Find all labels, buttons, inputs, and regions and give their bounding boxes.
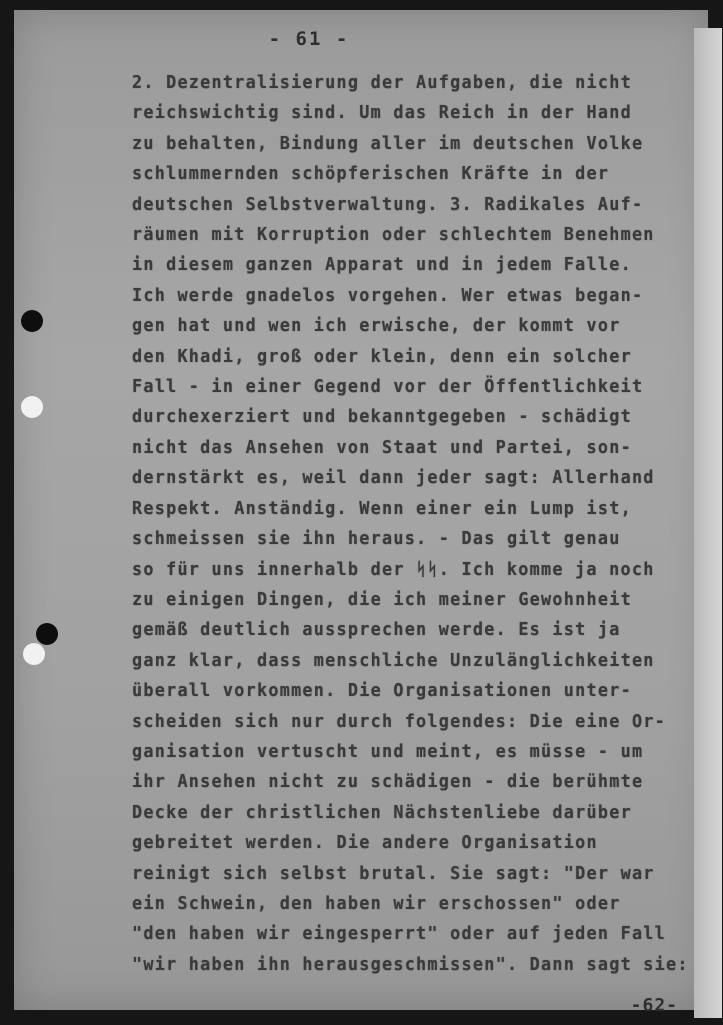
text-line: überall vorkommen. Die Organisationen unter-: [132, 681, 632, 702]
text-line: gebreitet werden. Die andere Organisation: [132, 833, 598, 854]
text-line: deutschen Selbstverwaltung. 3. Radikales Auf-: [132, 194, 644, 215]
next-page-number: -62-: [630, 995, 678, 1016]
text-line: "den haben wir eingesperrt" oder auf jeden Fall: [132, 924, 667, 945]
text-line: ein Schwein, den haben wir erschossen" oder: [132, 893, 621, 914]
text-line: räumen mit Korruption oder schlechtem Benehmen: [132, 225, 655, 246]
text-line: dernstärkt es, weil dann jeder sagt: Allerhand: [132, 468, 655, 489]
text-line: 2. Dezentralisierung der Aufgaben, die nicht: [132, 73, 632, 93]
text-line: in diesem ganzen Apparat und in jedem Falle.: [132, 255, 632, 276]
punch-hole-dark: [36, 623, 58, 645]
text-line: durchexerziert und bekanntgegeben - schädigt: [132, 407, 632, 428]
text-line: gen hat und wen ich erwische, der kommt vor: [132, 316, 621, 337]
text-line: Decke der christlichen Nächstenliebe darüber: [132, 802, 632, 823]
page-number: - 61 -: [268, 28, 350, 50]
text-line: ihr Ansehen nicht zu schädigen - die berühmte: [132, 772, 644, 793]
text-line: Ich werde gnadelos vorgehen. Wer etwas began-: [132, 285, 644, 306]
document-page: [14, 10, 708, 1016]
punch-hole-light: [21, 396, 43, 418]
text-line: schlummernden schöpferischen Kräfte in der: [132, 164, 610, 185]
punch-hole-dark: [21, 310, 43, 332]
text-line: "wir haben ihn herausgeschmissen". Dann sagt sie:: [132, 954, 689, 975]
typed-text-body: [132, 68, 723, 980]
text-line: Respekt. Anständig. Wenn einer ein Lump ist,: [132, 498, 632, 519]
text-line: nicht das Ansehen von Staat und Partei, son-: [132, 437, 632, 458]
punch-hole-light: [23, 643, 45, 665]
text-line: scheiden sich nur durch folgendes: Die eine Or-: [132, 711, 667, 732]
text-line: reichswichtig sind. Um das Reich in der Hand: [132, 103, 632, 124]
text-line: gemäß deutlich aussprechen werde. Es ist ja: [132, 620, 621, 641]
text-line: so für uns innerhalb der ᛋᛋ. Ich komme ja noch: [132, 559, 655, 580]
text-line: ganz klar, dass menschliche Unzulänglichkeiten: [132, 650, 655, 671]
text-line: zu einigen Dingen, die ich meiner Gewohnheit: [132, 589, 632, 610]
text-line: schmeissen sie ihn heraus. - Das gilt genau: [132, 529, 621, 550]
text-line: ganisation vertuscht und meint, es müsse - um: [132, 741, 644, 762]
text-line: Fall - in einer Gegend vor der Öffentlichkeit: [132, 377, 644, 398]
text-line: zu behalten, Bindung aller im deutschen Volke: [132, 133, 644, 154]
text-line: den Khadi, groß oder klein, denn ein solcher: [132, 346, 632, 367]
text-line: reinigt sich selbst brutal. Sie sagt: "Der war: [132, 863, 655, 884]
